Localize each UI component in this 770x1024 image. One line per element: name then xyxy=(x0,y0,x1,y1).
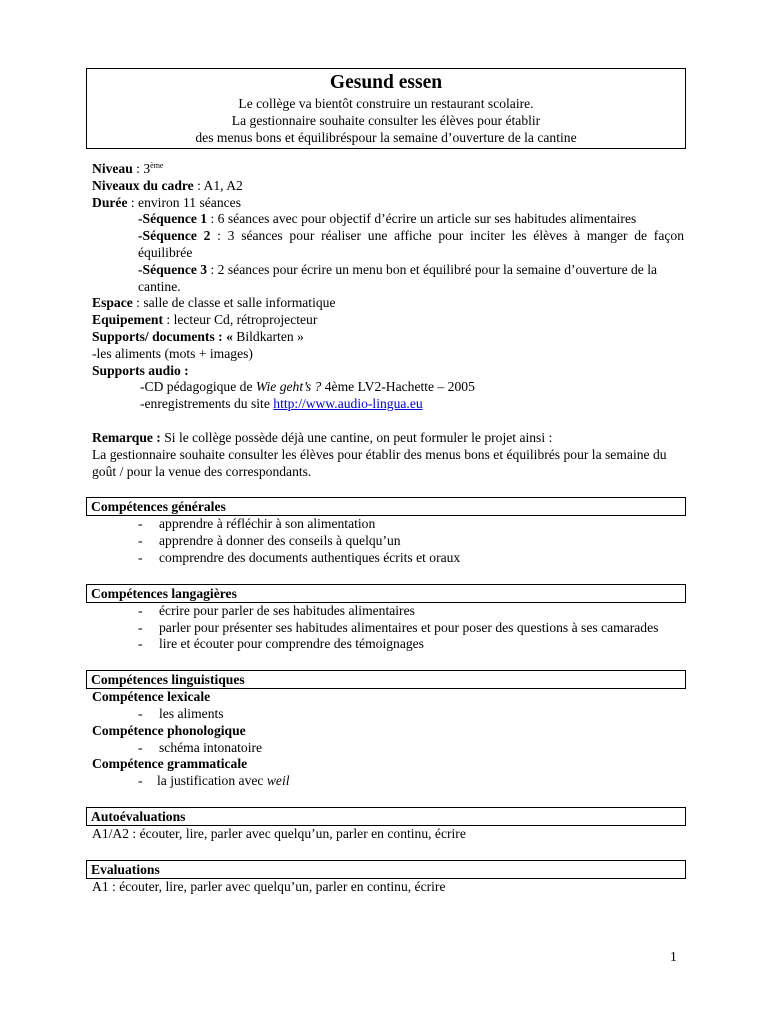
espace-value: : salle de classe et salle informatique xyxy=(132,295,336,311)
competences-langagieres-list xyxy=(92,603,684,653)
intro-line-3: des menus bons et équilibréspour la semaine d’ouverture de la cantine xyxy=(195,130,577,145)
intro-line-2: La gestionnaire souhaite consulter les élèves pour établir xyxy=(231,113,541,128)
phonologique-heading: Compétence phonologique xyxy=(92,722,246,738)
niveau-value: : 3 xyxy=(132,161,151,176)
dash-marker: - xyxy=(138,533,143,549)
title-box xyxy=(86,68,686,149)
remark-text: Si le collège possède déjà une cantine, on peut formuler le projet ainsi : xyxy=(160,429,553,445)
list-item-text: la justification avec xyxy=(157,773,267,789)
cadre-value: : A1, A2 xyxy=(193,177,243,193)
dash-marker: - xyxy=(138,773,143,789)
competences-generales-section xyxy=(92,497,684,566)
espace-label: Espace xyxy=(92,295,133,311)
audio-site-row xyxy=(140,396,684,413)
list-item xyxy=(92,636,684,653)
equipement-label: Equipement xyxy=(92,312,164,328)
dash-marker: - xyxy=(138,619,143,635)
autoevaluations-heading: Autoévaluations xyxy=(86,807,686,826)
autoevaluations-text: A1/A2 : écouter, lire, parler avec quelqu’un, parler en continu, écrire xyxy=(92,825,466,841)
competences-linguistiques-heading: Compétences linguistiques xyxy=(86,670,686,689)
competences-generales-heading: Compétences générales xyxy=(86,497,686,516)
sequence-3-label: -Séquence 3 xyxy=(138,261,208,277)
list-item xyxy=(92,603,684,620)
autoevaluations-section xyxy=(92,807,684,843)
remark-line-2: La gestionnaire souhaite consulter les élèves pour établir des menus bons et équilibrés pour la semaine du goût / pour la venue des correspondants. xyxy=(92,446,667,479)
competences-langagieres-heading: Compétences langagières xyxy=(86,584,686,603)
cadre-row xyxy=(92,178,684,195)
grammaticale-list xyxy=(92,773,684,790)
audio-lingua-link[interactable]: http://www.audio-lingua.eu xyxy=(273,396,423,412)
list-item-text: parler pour présenter ses habitudes alimentaires et pour poser des questions à ses camarades xyxy=(159,619,659,635)
audio-row xyxy=(92,363,684,380)
audio-cd-title: Wie geht’s ? xyxy=(255,379,322,395)
grammaticale-heading: Compétence grammaticale xyxy=(92,756,248,772)
equipement-value: : lecteur Cd, rétroprojecteur xyxy=(163,312,318,328)
intro-line-1: Le collège va bientôt construire un restaurant scolaire. xyxy=(238,96,534,111)
list-item xyxy=(92,516,684,533)
lexicale-heading: Compétence lexicale xyxy=(92,689,211,705)
sequence-2 xyxy=(138,228,684,262)
sequence-list xyxy=(138,211,684,295)
evaluations-heading: Evaluations xyxy=(86,860,686,879)
dash-marker: - xyxy=(138,516,143,532)
supports-value: Bildkarten » xyxy=(232,328,304,344)
weil-word: weil xyxy=(266,773,290,789)
remark-row xyxy=(92,430,684,447)
competences-langagieres-section xyxy=(92,584,684,653)
cadre-label: Niveaux du cadre xyxy=(92,177,194,193)
list-item xyxy=(92,533,684,550)
audio-site-prefix: -enregistrements du site xyxy=(140,396,274,412)
niveau-sup: ème xyxy=(150,161,164,170)
audio-label: Supports audio : xyxy=(92,362,189,378)
sequence-1 xyxy=(138,211,684,228)
dash-marker: - xyxy=(138,602,143,618)
document-title: Gesund essen xyxy=(329,72,443,93)
list-item-text: écrire pour parler de ses habitudes alimentaires xyxy=(159,602,415,618)
list-item-text: apprendre à réfléchir à son alimentation xyxy=(159,516,376,532)
audio-cd-prefix: -CD pédagogique de xyxy=(140,379,256,395)
sequence-3 xyxy=(138,262,684,296)
evaluations-section xyxy=(92,860,684,896)
duree-value: : environ 11 séances xyxy=(127,194,241,210)
list-item-text: comprendre des documents authentiques écrits et oraux xyxy=(159,549,461,565)
list-item xyxy=(92,740,684,757)
niveau-row xyxy=(92,161,684,178)
competences-linguistiques-section xyxy=(92,670,684,790)
supports-line-2: -les aliments (mots + images) xyxy=(92,345,253,361)
niveau-label: Niveau xyxy=(92,161,133,176)
espace-row xyxy=(92,295,684,312)
list-item-text: apprendre à donner des conseils à quelqu’un xyxy=(159,533,401,549)
supports-label: Supports/ documents : « xyxy=(92,328,233,344)
sequence-1-text: : 6 séances avec pour objectif d’écrire un article sur ses habitudes alimentaires xyxy=(207,211,637,227)
list-item-text: les aliments xyxy=(159,705,224,721)
competences-generales-list xyxy=(92,516,684,566)
list-item xyxy=(92,773,684,790)
list-item-text: schéma intonatoire xyxy=(159,739,263,755)
page-number: 1 xyxy=(670,949,677,964)
evaluations-text: A1 : écouter, lire, parler avec quelqu’un, parler en continu, écrire xyxy=(92,878,446,894)
list-item xyxy=(92,706,684,723)
sequence-2-label: -Séquence 2 xyxy=(138,228,211,244)
remark-label: Remarque : xyxy=(92,429,161,445)
dash-marker: - xyxy=(138,549,143,565)
list-item-text: lire et écouter pour comprendre des témoignages xyxy=(159,636,424,652)
audio-cd-row xyxy=(140,379,684,396)
lexicale-list xyxy=(92,706,684,723)
sequence-1-label: -Séquence 1 xyxy=(138,211,208,227)
sequence-3-text: : 2 séances pour écrire un menu bon et équilibré pour la semaine d’ouverture de la cantine. xyxy=(138,261,658,294)
document-page xyxy=(92,68,684,896)
equipement-row xyxy=(92,312,684,329)
duree-label: Durée xyxy=(92,194,128,210)
sequence-2-text: : 3 séances pour réaliser une affiche pour inciter les élèves à manger de façon équilibrée xyxy=(138,228,684,260)
project-meta xyxy=(92,161,684,413)
list-item xyxy=(92,550,684,567)
dash-marker: - xyxy=(138,705,143,721)
supports-row xyxy=(92,329,684,346)
duree-row xyxy=(92,195,684,212)
remark-block xyxy=(92,430,684,480)
dash-marker: - xyxy=(138,636,143,652)
list-item xyxy=(92,620,684,637)
dash-marker: - xyxy=(138,739,143,755)
audio-cd-suffix: 4ème LV2-Hachette – 2005 xyxy=(321,379,475,395)
phonologique-list xyxy=(92,740,684,757)
